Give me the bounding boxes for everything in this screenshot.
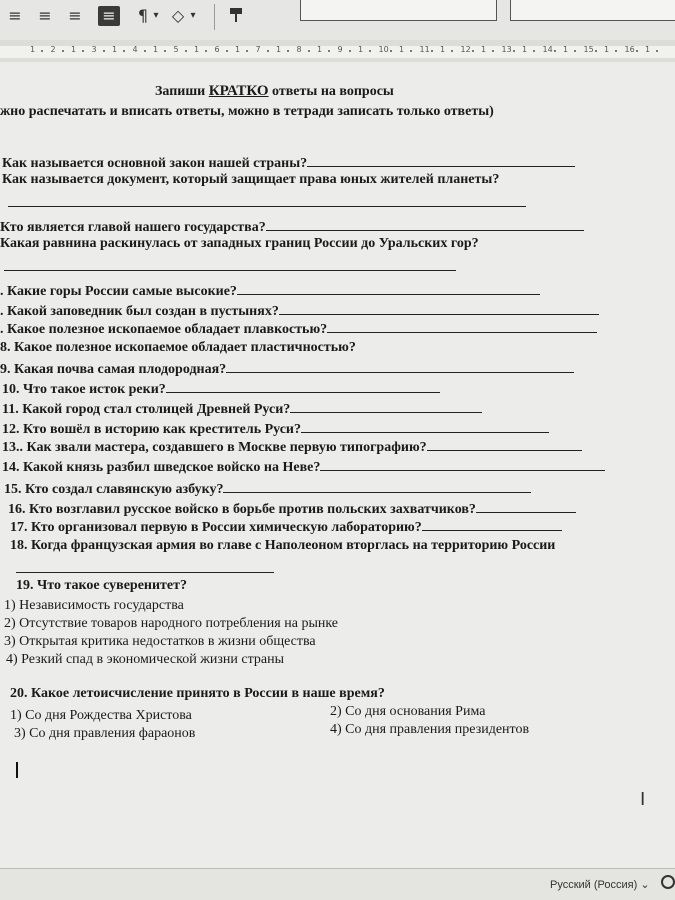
ruler-number: 7 [255, 45, 261, 54]
ruler-number: 6 [214, 45, 220, 54]
q20-option-2[interactable]: 2) Со дня основания Рима [330, 704, 486, 719]
q19-option-3[interactable]: 3) Открытая критика недостатков в жизни общества [4, 634, 316, 649]
question-text: Как называется документ, который защищает права юных жителей планеты? [2, 172, 500, 187]
title-suffix: ответы на вопросы [268, 84, 394, 99]
ruler-number: 10 [378, 45, 389, 54]
question-17 [10, 518, 562, 536]
question-text: 16. Кто возглавил русское войско в борьбе против польских захватчиков? [8, 502, 476, 517]
answer-blank[interactable] [427, 438, 582, 451]
ruler-tick [103, 50, 105, 52]
question-text: Как называется основной закон нашей страны? [2, 156, 308, 171]
ruler-tick [451, 50, 453, 52]
ruler-number: 11 [419, 45, 430, 54]
ruler-tick [226, 50, 228, 52]
answer-blank[interactable] [8, 206, 526, 207]
ruler-tick [82, 50, 84, 52]
question-text: 9. Какая почва самая плодородная? [0, 362, 227, 377]
question-text: . Какое полезное ископаемое обладает плавкостью? [0, 322, 328, 337]
question-2 [2, 172, 499, 188]
ruler-number: 1 [30, 45, 36, 54]
ruler-number: 15 [583, 45, 594, 54]
ruler-tick [390, 50, 392, 52]
answer-blank[interactable] [266, 218, 584, 231]
ruler-number: 1 [440, 45, 446, 54]
answer-blank[interactable] [237, 282, 540, 295]
ruler-number: 1 [522, 45, 528, 54]
ruler-tick [62, 50, 64, 52]
ruler-number: 9 [337, 45, 343, 54]
worksheet-title [155, 83, 394, 100]
answer-blank[interactable] [279, 302, 599, 315]
ruler-number: 4 [132, 45, 138, 54]
ruler-tick [328, 50, 330, 52]
language-dropdown-icon: ⌄ [640, 879, 650, 891]
paragraph-mark-icon[interactable]: ¶ [137, 6, 149, 25]
ruler-tick [144, 50, 146, 52]
question-18 [10, 538, 555, 554]
ruler-tick [472, 50, 474, 52]
question-5 [0, 282, 540, 300]
ruler-number: 14 [542, 45, 553, 54]
question-text: 13.. Как звали мастера, создавшего в Москве первую типографию? [2, 440, 427, 455]
ruler-number: 8 [296, 45, 302, 54]
question-3 [0, 218, 584, 236]
answer-blank[interactable] [307, 154, 575, 167]
ruler-tick [369, 50, 371, 52]
question-text: Кто является главой нашего государства? [0, 220, 266, 235]
question-15 [4, 480, 531, 498]
answer-blank[interactable] [290, 400, 482, 413]
language-selector[interactable] [550, 878, 650, 891]
status-bar [0, 868, 675, 900]
question-14 [2, 458, 605, 476]
question-12 [2, 420, 549, 438]
paragraph-dropdown-icon[interactable]: ▾ [153, 10, 159, 21]
text-cursor [16, 762, 18, 778]
ruler-tick [267, 50, 269, 52]
question-text: 15. Кто создал славянскую азбуку? [4, 482, 224, 497]
format-painter-icon[interactable] [226, 6, 246, 26]
ruler-tick [308, 50, 310, 52]
ruler-number: 1 [481, 45, 487, 54]
question-text: Какая равнина раскинулась от западных границ России до Уральских гор? [0, 236, 479, 251]
document-page[interactable] [0, 62, 675, 868]
ruler-number: 5 [173, 45, 179, 54]
ruler-number: 1 [645, 45, 651, 54]
answer-blank[interactable] [422, 518, 562, 531]
ruler-tick [287, 50, 289, 52]
question-text: 11. Какой город стал столицей Древней Руси? [2, 402, 291, 417]
question-7 [0, 320, 597, 338]
question-20: 20. Какое летоисчисление принято в России в наше время? [10, 686, 385, 701]
question-text: 17. Кто организовал первую в России химическую лабораторию? [10, 520, 422, 535]
ruler-number: 1 [235, 45, 241, 54]
question-19: 19. Что такое суверенитет? [16, 578, 188, 593]
question-4 [0, 236, 479, 252]
ruler-number: 12 [460, 45, 471, 54]
answer-blank[interactable] [301, 420, 549, 433]
ruler-number: 1 [194, 45, 200, 54]
q20-option-3[interactable]: 3) Со дня правления фараонов [14, 726, 196, 741]
question-13 [2, 438, 582, 456]
ibeam-pointer-icon: I [640, 789, 646, 810]
ruler-tick [410, 50, 412, 52]
ruler-tick [595, 50, 597, 52]
ruler-tick [492, 50, 494, 52]
q19-option-2[interactable]: 2) Отсутствие товаров народного потребления на рынке [4, 616, 339, 631]
ruler-tick [533, 50, 535, 52]
ruler-tick [205, 50, 207, 52]
ruler-tick [123, 50, 125, 52]
q20-option-4[interactable]: 4) Со дня правления президентов [330, 722, 530, 737]
ruler-number: 1 [317, 45, 323, 54]
question-16 [8, 500, 576, 518]
question-9 [0, 360, 574, 378]
ruler-number: 1 [399, 45, 405, 54]
answer-blank[interactable] [4, 270, 456, 271]
worksheet-subtitle: жно распечатать и вписать ответы, можно в тетради записать только ответы) [0, 104, 494, 119]
align-right-icon[interactable]: ≡ [68, 6, 82, 25]
title-prefix: Запиши [155, 84, 209, 99]
ruler-tick [656, 50, 658, 52]
ruler-number: 1 [563, 45, 569, 54]
toolbar-divider [214, 4, 215, 30]
answer-blank[interactable] [320, 458, 605, 471]
horizontal-ruler[interactable] [0, 40, 675, 63]
answer-blank[interactable] [223, 480, 531, 493]
formatting-toolbar [0, 0, 675, 41]
answer-blank[interactable] [327, 320, 597, 333]
ruler-tick [41, 50, 43, 52]
answer-blank[interactable] [226, 360, 574, 373]
ruler-tick [246, 50, 248, 52]
ruler-number: 1 [276, 45, 282, 54]
question-10 [2, 380, 440, 398]
question-11 [2, 400, 482, 418]
answer-blank[interactable] [476, 500, 576, 513]
title-kratko: КРАТКО [208, 83, 269, 99]
answer-blank[interactable] [16, 572, 274, 573]
ruler-number: 16 [624, 45, 635, 54]
question-text: 18. Когда французская армия во главе с Наполеоном вторглась на территорию России [10, 538, 556, 553]
question-text: . Какие горы России самые высокие? [0, 284, 237, 299]
fill-color-icon[interactable]: ◇ [171, 6, 185, 25]
ruler-number: 1 [358, 45, 364, 54]
ruler-tick [636, 50, 638, 52]
align-center-icon[interactable]: ≡ [38, 6, 52, 25]
question-1 [2, 154, 575, 172]
ruler-number: 2 [50, 45, 56, 54]
align-left-icon[interactable]: ≡ [8, 6, 22, 25]
q20-option-1[interactable]: 1) Со дня Рождества Христова [10, 708, 192, 723]
ruler-number: 1 [71, 45, 77, 54]
question-text: 10. Что такое исток реки? [2, 382, 166, 397]
styles-gallery-box[interactable] [300, 0, 497, 21]
ruler-number: 3 [91, 45, 97, 54]
question-text: . Какой заповедник был создан в пустынях? [0, 304, 279, 319]
question-text: 12. Кто вошёл в историю как креститель Руси? [2, 422, 301, 437]
globe-icon[interactable] [661, 875, 675, 889]
question-8 [0, 340, 356, 356]
ruler-tick [431, 50, 433, 52]
ruler-tick [554, 50, 556, 52]
ruler-tick [574, 50, 576, 52]
question-text: 14. Какой князь разбил шведское войско на Неве? [2, 460, 321, 475]
styles-gallery-box-2[interactable] [510, 0, 675, 21]
justify-icon[interactable]: ≡ [98, 6, 120, 26]
ruler-tick [513, 50, 515, 52]
ruler-number: 13 [501, 45, 512, 54]
question-text: 8. Какое полезное ископаемое обладает пластичностью? [0, 340, 356, 355]
answer-blank[interactable] [166, 380, 440, 393]
ruler-number: 1 [112, 45, 118, 54]
ruler-tick [349, 50, 351, 52]
language-label: Русский (Россия) [550, 879, 638, 891]
q19-option-1[interactable]: 1) Независимость государства [4, 598, 184, 613]
ruler-tick [185, 50, 187, 52]
question-6 [0, 302, 599, 320]
ruler-number: 1 [153, 45, 159, 54]
q19-option-4[interactable]: 4) Резкий спад в экономической жизни страны [6, 652, 284, 667]
ruler-tick [615, 50, 617, 52]
fill-dropdown-icon[interactable]: ▾ [190, 10, 196, 21]
ruler-tick [164, 50, 166, 52]
ruler-number: 1 [604, 45, 610, 54]
